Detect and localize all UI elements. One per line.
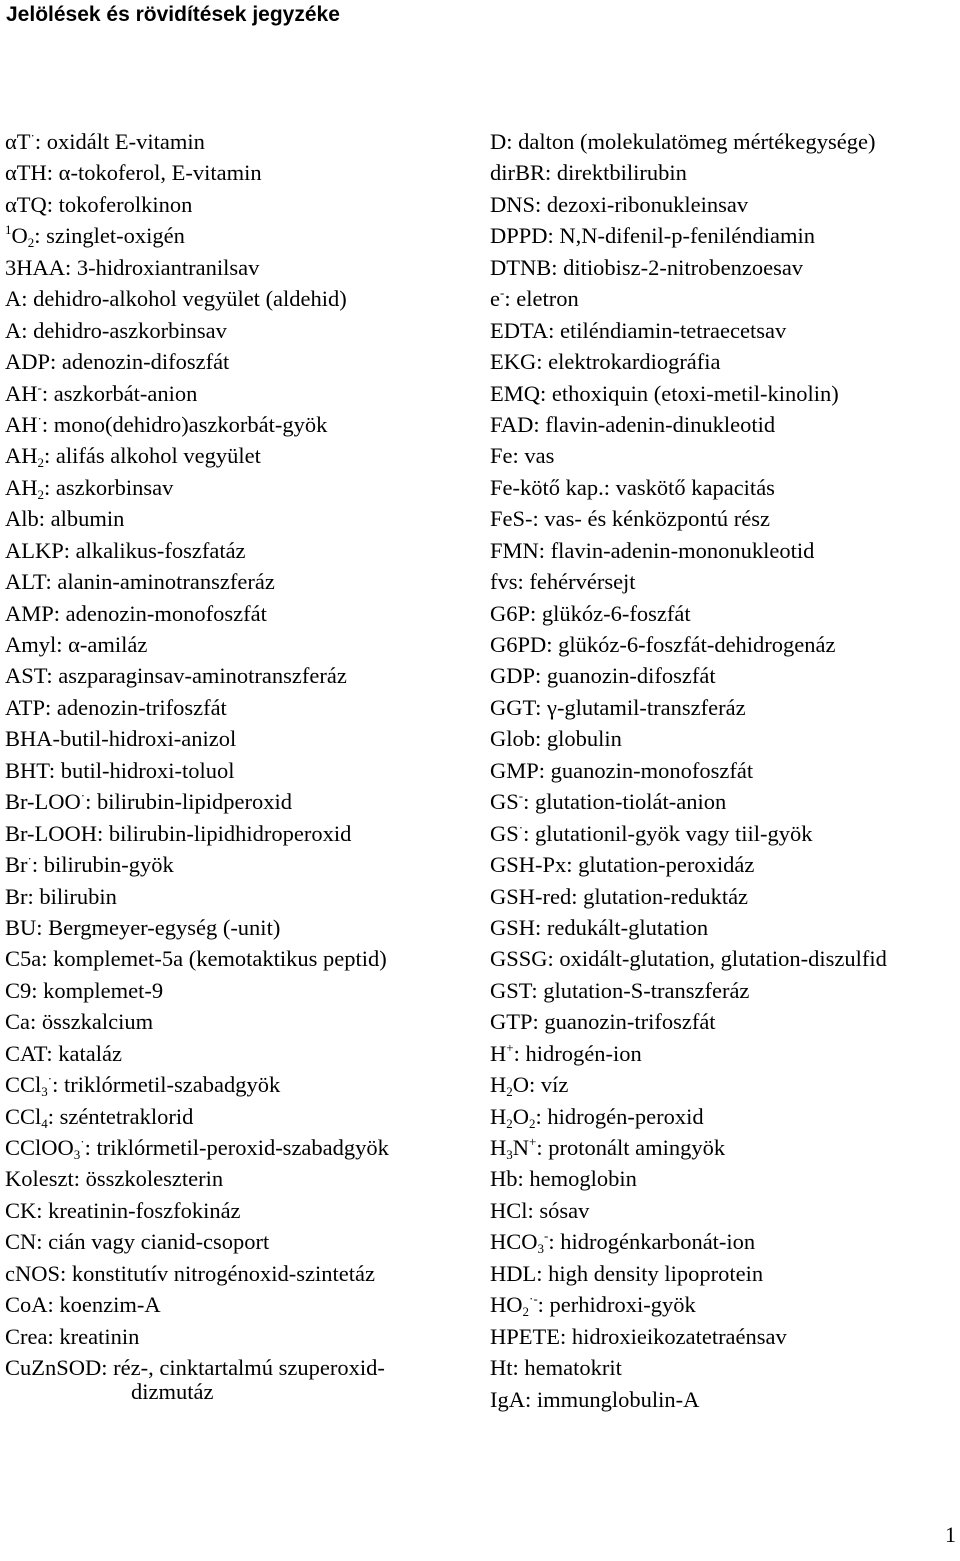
entry-text: Crea: kreatinin [5,1323,140,1349]
list-item [5,252,475,283]
list-item [490,818,960,849]
list-item [5,535,475,566]
entry-text: CCl [5,1103,42,1129]
entry-text: AH [5,474,38,500]
superscript: · [37,410,42,426]
list-item [5,220,475,251]
entry-text: : glutation-tiolát-anion [523,789,727,815]
list-item [5,629,475,660]
list-item [5,378,475,409]
list-item [5,943,475,974]
list-item [5,1258,475,1289]
entry-text: : aszkorbát-anion [41,380,198,406]
entry-text: AH [5,443,38,469]
list-item [490,660,960,691]
entry-text: Alb: albumin [5,506,125,532]
entry-text: O [512,1103,529,1129]
list-item [5,881,475,912]
subscript: 2 [506,1115,513,1131]
entry-text: ATP: adenozin-trifoszfát [5,694,227,720]
entry-text: Ht: hematokrit [490,1355,622,1381]
entry-text: C9: komplemet-9 [5,977,164,1003]
entry-text: : eletron [504,286,579,312]
entry-text: : protonált amingyök [536,1135,726,1160]
list-item [5,189,475,220]
entry-text: GDP: guanozin-difoszfát [490,663,716,689]
list-item [5,503,475,534]
entry-text: αTQ: tokoferolkinon [5,191,193,217]
entry-text: GST: glutation-S-transzferáz [490,977,750,1003]
list-item [5,1132,475,1163]
entry-text: Fe: vas [490,443,555,469]
list-item [490,755,960,786]
superscript: + [506,1039,514,1055]
list-item [490,1195,960,1226]
list-item [490,1226,960,1257]
entry-text: GMP: guanozin-monofoszfát [490,757,754,783]
list-item [5,723,475,754]
list-item [5,1163,475,1194]
entry-text: FMN: flavin-adenin-mononukleotid [490,537,815,563]
list-item [490,912,960,943]
list-item [5,818,475,849]
entry-text: : alifás alkohol vegyület [44,443,261,469]
entry-text: Br: bilirubin [5,883,117,909]
superscript: · [27,851,32,867]
page-number: 1 [945,1522,956,1547]
entry-text: Koleszt: összkoleszterin [5,1166,224,1192]
entry-text: ADP: adenozin-difoszfát [5,349,230,375]
list-item [5,912,475,943]
entry-text: H [490,1103,507,1129]
subscript: 2 [37,486,44,502]
list-item [490,252,960,283]
entry-text: BU: Bergmeyer-egység (-unit) [5,914,281,940]
superscript: - [518,788,524,804]
entry-text: DNS: dezoxi-ribonukleinsav [490,191,749,217]
entry-text: 3HAA: 3-hidroxiantranilsav [5,254,260,280]
list-item [490,1352,960,1383]
entry-text: Glob: globulin [490,726,622,752]
entry-text: CoA: koenzim-A [5,1292,161,1318]
list-item [490,566,960,597]
entry-text: CK: kreatinin-foszfokináz [5,1197,241,1223]
entry-text: GSH-red: glutation-reduktáz [490,883,749,909]
entry-text: : perhidroxi-gyök [537,1292,696,1318]
entry-text: O: víz [512,1072,569,1098]
list-item [490,1384,960,1415]
entry-text: : bilirubin-lipidperoxid [85,789,292,815]
subscript: 2 [522,1304,529,1320]
list-item [5,472,475,503]
entry-text: ALKP: alkalikus-foszfatáz [5,537,246,563]
entry-text: GS [490,789,519,815]
list-item [5,786,475,817]
entry-text: AMP: adenozin-monofoszfát [5,600,267,626]
entry-text: H [490,1040,507,1066]
entry-text: : hidrogénkarbonát-ion [548,1229,756,1255]
superscript: ·- [529,1291,538,1307]
entry-text: GGT: γ-glutamil-transzferáz [490,694,746,720]
superscript: - [37,379,42,395]
entry-text: Fe-kötő kap.: vaskötő kapacitás [490,474,775,500]
list-item [490,535,960,566]
list-item [5,283,475,314]
entry-text: αTH: α-tokoferol, E-vitamin [5,160,262,186]
entry-text: H [490,1072,507,1098]
entry-text: CN: cián vagy cianid-csoport [5,1229,270,1255]
entry-text: HCO [490,1229,538,1255]
entry-text: HO [490,1292,523,1318]
page-title: Jelölések és rövidítések jegyzéke [6,3,340,26]
entry-text: AH [5,411,38,437]
entry-text: : hidrogén-ion [513,1040,642,1066]
entry-text: HDL: high density lipoprotein [490,1260,764,1286]
list-item [490,440,960,471]
entry-text: CuZnSOD: réz-, cinktartalmú szuperoxid- [5,1355,385,1381]
abbreviation-list-left [5,126,475,1407]
entry-text: CCl [5,1072,42,1098]
entry-text: D: dalton (molekulatömeg mértékegysége) [490,129,876,154]
entry-text: BHT: butil-hidroxi-toluol [5,757,235,783]
list-item [490,220,960,251]
list-item [5,126,475,157]
list-item [5,1226,475,1257]
list-item [5,1195,475,1226]
entry-text: BHA-butil-hidroxi-anizol [5,726,237,752]
entry-text: H [490,1135,507,1160]
entry-text: EDTA: etiléndiamin-tetraecetsav [490,317,787,343]
superscript: · [80,1134,85,1149]
entry-text: Br-LOO [5,789,81,815]
list-item [490,692,960,723]
list-item [490,786,960,817]
list-item [490,283,960,314]
list-item [490,598,960,629]
list-item [5,1069,475,1100]
list-item [490,409,960,440]
list-item [5,440,475,471]
abbreviation-list-right [490,126,960,1415]
entry-text: αT [5,129,31,154]
entry-text: : mono(dehidro)aszkorbát-gyök [41,411,328,437]
list-item [5,1038,475,1069]
list-item [490,472,960,503]
list-item [5,315,475,346]
entry-text: Br-LOOH: bilirubin-lipidhidroperoxid [5,820,352,846]
superscript: · [518,819,524,835]
entry-text: dizmutáz [131,1378,214,1404]
entry-text: A: dehidro-aszkorbinsav [5,317,227,343]
superscript: + [529,1134,537,1149]
list-item [490,881,960,912]
entry-text: GSSG: oxidált-glutation, glutation-diszulfid [490,946,887,972]
entry-text: DTNB: ditiobisz-2-nitrobenzoesav [490,254,804,280]
entry-text: GTP: guanozin-trifoszfát [490,1009,716,1035]
superscript: · [80,788,86,804]
subscript: 3 [73,1147,81,1162]
subscript: 3 [41,1084,48,1100]
list-item [5,692,475,723]
entry-text: G6PD: glükóz-6-foszfát-dehidrogenáz [490,632,836,657]
entry-text: e [490,286,500,312]
entry-text: AST: aszparaginsav-aminotranszferáz [5,663,347,689]
subscript: 2 [37,455,44,471]
entry-text: EKG: elektrokardiográfia [490,349,721,375]
entry-text: GSH: redukált-glutation [490,914,709,940]
entry-text: cNOS: konstitutív nitrogénoxid-szintetáz [5,1260,375,1286]
list-item [5,1006,475,1037]
list-item [490,189,960,220]
superscript: - [544,1228,549,1244]
list-item [490,1258,960,1289]
list-item [5,975,475,1006]
entry-text: : triklórmetil-peroxid-szabadgyök [84,1135,389,1160]
entry-text: : aszkorbinsav [44,474,174,500]
entry-text: CClOO [5,1135,74,1160]
list-item [490,1101,960,1132]
list-item [5,660,475,691]
entry-text: Hb: hemoglobin [490,1166,637,1192]
list-item [490,315,960,346]
entry-text: GS [490,820,519,846]
list-item [490,503,960,534]
entry-text: : triklórmetil-szabadgyök [52,1072,281,1098]
superscript: - [500,285,505,301]
list-item [490,378,960,409]
list-item [5,755,475,786]
list-item [5,849,475,880]
list-item [490,1038,960,1069]
list-item [490,157,960,188]
list-item [5,409,475,440]
subscript: 2 [506,1084,513,1100]
list-item [5,566,475,597]
entry-text: AH [5,380,38,406]
entry-text: C5a: komplemet-5a (kemotaktikus peptid) [5,946,387,972]
entry-text: : szinglet-oxigén [34,223,185,249]
superscript: · [47,1071,53,1087]
list-item [490,1069,960,1100]
entry-text: fvs: fehérvérsejt [490,569,636,595]
list-item [490,1006,960,1037]
list-item [490,1321,960,1352]
superscript: · [30,128,35,143]
entry-text: Amyl: α-amiláz [5,632,148,657]
list-item [5,157,475,188]
list-item [490,126,960,157]
entry-text: O [11,223,28,249]
entry-text: N [512,1135,529,1160]
list-item [490,1163,960,1194]
entry-text: FAD: flavin-adenin-dinukleotid [490,411,776,437]
list-item [490,1289,960,1320]
entry-text: Ca: összkalcium [5,1009,154,1035]
entry-text: IgA: immunglobulin-A [490,1386,700,1412]
entry-text: HPETE: hidroxieikozatetraénsav [490,1323,787,1349]
list-item [5,346,475,377]
entry-text: : glutationil-gyök vagy tiil-gyök [523,820,813,846]
entry-text: : hidrogén-peroxid [535,1103,704,1129]
subscript: 2 [529,1115,536,1131]
entry-text: GSH-Px: glutation-peroxidáz [490,852,755,878]
entry-text: : bilirubin-gyök [31,852,174,878]
entry-text: DPPD: N,N-difenil-p-feniléndiamin [490,223,815,249]
superscript: 1 [5,222,12,238]
entry-text: G6P: glükóz-6-foszfát [490,600,691,626]
list-item [490,975,960,1006]
list-item [5,1101,475,1132]
entry-text: : széntetraklorid [47,1103,194,1129]
list-item [490,629,960,660]
list-item-continuation [5,1376,475,1407]
subscript: 3 [537,1241,545,1257]
list-item [490,1132,960,1163]
entry-text: FeS-: vas- és kénközpontú rész [490,506,770,532]
list-item [490,723,960,754]
subscript: 3 [506,1147,513,1162]
list-item [490,346,960,377]
entry-text: CAT: kataláz [5,1040,122,1066]
list-item [5,598,475,629]
list-item [490,943,960,974]
subscript: 2 [27,235,35,251]
entry-text: dirBR: direktbilirubin [490,160,687,186]
entry-text: Br [5,852,28,878]
subscript: 4 [41,1115,48,1131]
list-item [5,1289,475,1320]
list-item [490,849,960,880]
entry-text: A: dehidro-alkohol vegyület (aldehid) [5,286,347,312]
entry-text: ALT: alanin-aminotranszferáz [5,569,275,595]
list-item [5,1321,475,1352]
entry-text: HCl: sósav [490,1197,590,1223]
entry-text: : oxidált E-vitamin [34,129,205,154]
entry-text: EMQ: ethoxiquin (etoxi-metil-kinolin) [490,380,839,406]
